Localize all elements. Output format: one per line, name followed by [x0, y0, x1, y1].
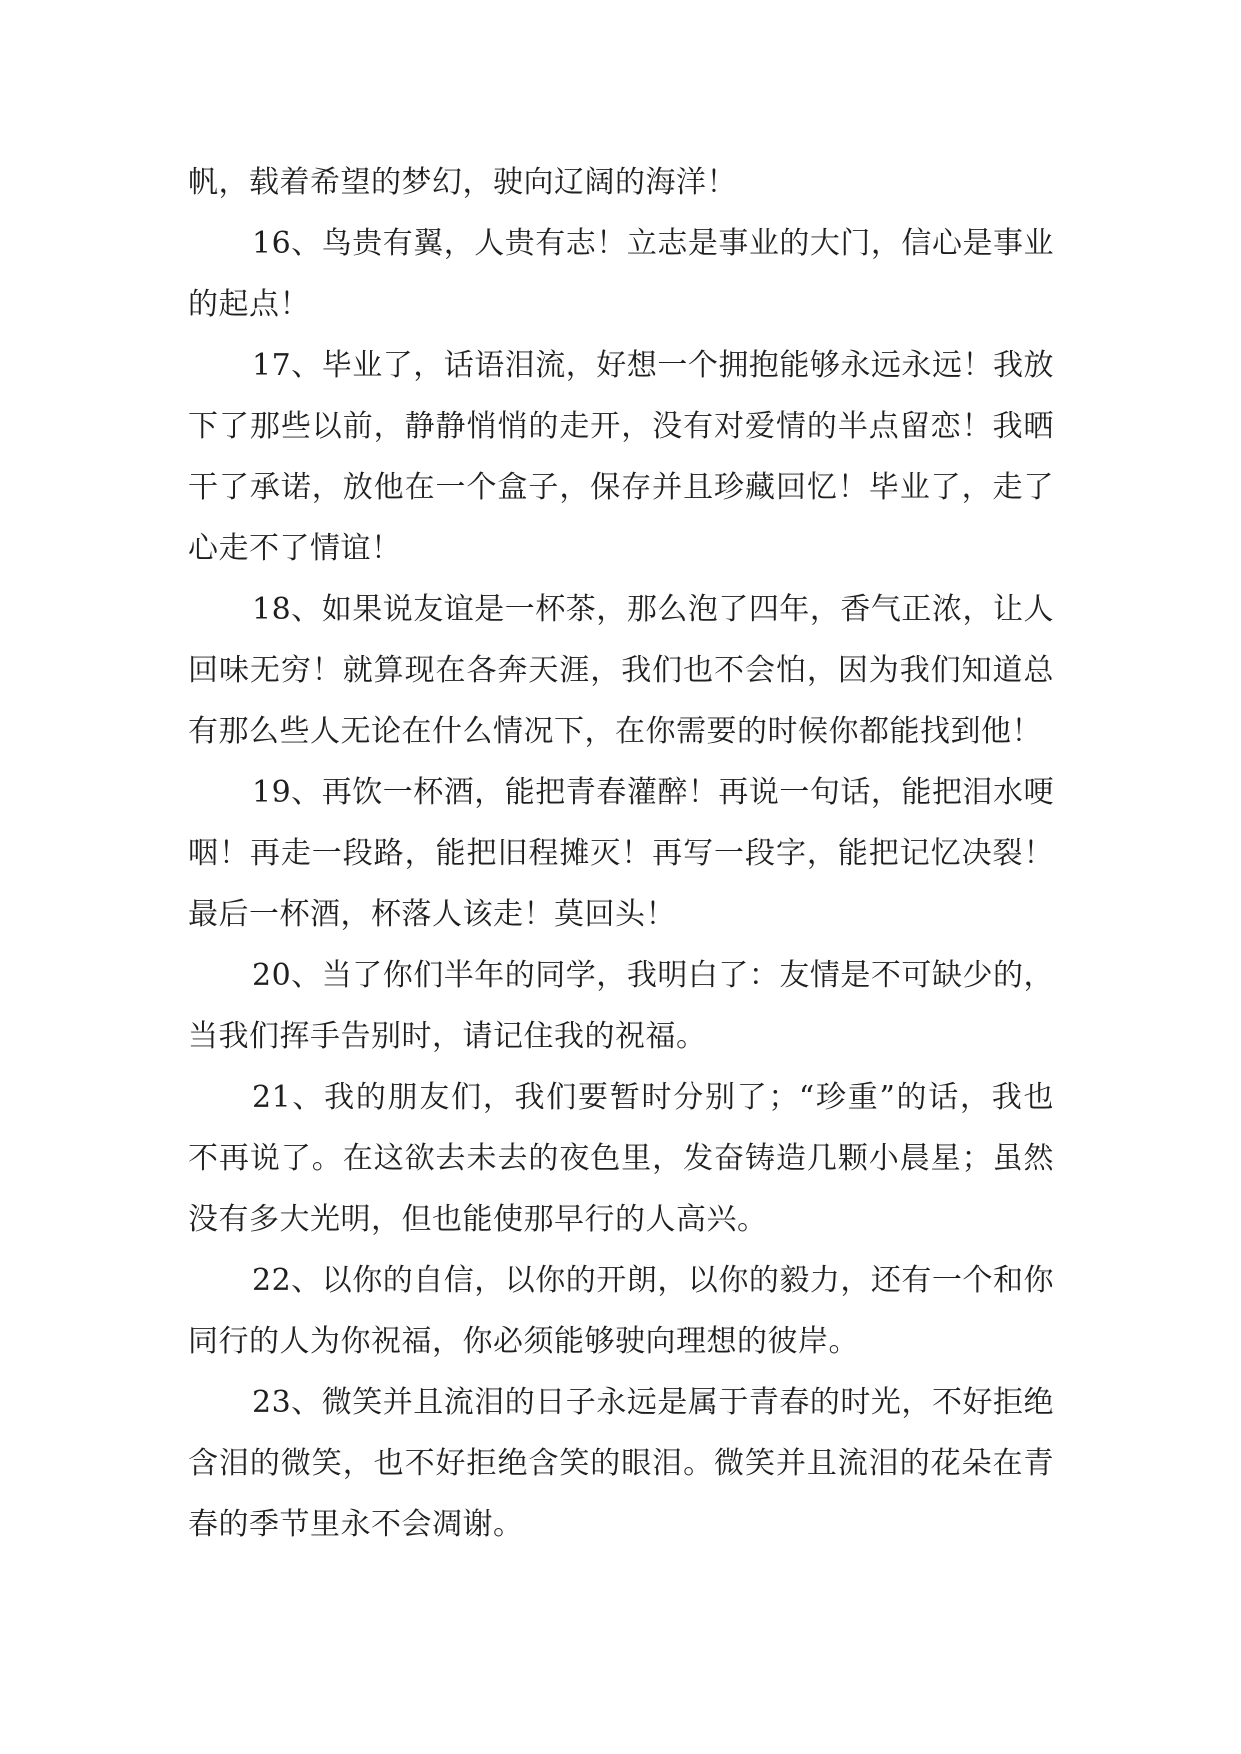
paragraph-17: 17、毕业了，话语泪流，好想一个拥抱能够永远永远！我放下了那些以前，静静悄悄的走开，没有对爱情的半点留恋！我晒干了承诺，放他在一个盒子，保存并且珍藏回忆！毕业了，走了心走不了情谊！ [188, 348, 1054, 566]
paragraph-22: 22、以你的自信，以你的开朗，以你的毅力，还有一个和你同行的人为你祝福，你必须能够驶向理想的彼岸。 [188, 1263, 1054, 1359]
paragraph-16: 16、鸟贵有翼，人贵有志！立志是事业的大门，信心是事业的起点！ [188, 226, 1054, 322]
document-body [188, 152, 1054, 1555]
paragraph-19: 19、再饮一杯酒，能把青春灌醉！再说一句话，能把泪水哽咽！再走一段路，能把旧程摊灭！再写一段字，能把记忆决裂！最后一杯酒，杯落人该走！莫回头！ [188, 775, 1054, 932]
paragraph-21: 21、我的朋友们，我们要暂时分别了；“珍重”的话，我也不再说了。在这欲去未去的夜色里，发奋铸造几颗小晨星；虽然没有多大光明，但也能使那早行的人高兴。 [188, 1080, 1054, 1237]
paragraph-23: 23、微笑并且流泪的日子永远是属于青春的时光，不好拒绝含泪的微笑，也不好拒绝含笑的眼泪。微笑并且流泪的花朵在青春的季节里永不会凋谢。 [188, 1385, 1054, 1542]
paragraph-20: 20、当了你们半年的同学，我明白了：友情是不可缺少的，当我们挥手告别时，请记住我的祝福。 [188, 958, 1054, 1054]
paragraph-continuation: 帆，载着希望的梦幻，驶向辽阔的海洋！ [188, 165, 737, 200]
paragraph-18: 18、如果说友谊是一杯茶，那么泡了四年，香气正浓，让人回味无穷！就算现在各奔天涯，我们也不会怕，因为我们知道总有那么些人无论在什么情况下，在你需要的时候你都能找到他！ [188, 592, 1054, 749]
